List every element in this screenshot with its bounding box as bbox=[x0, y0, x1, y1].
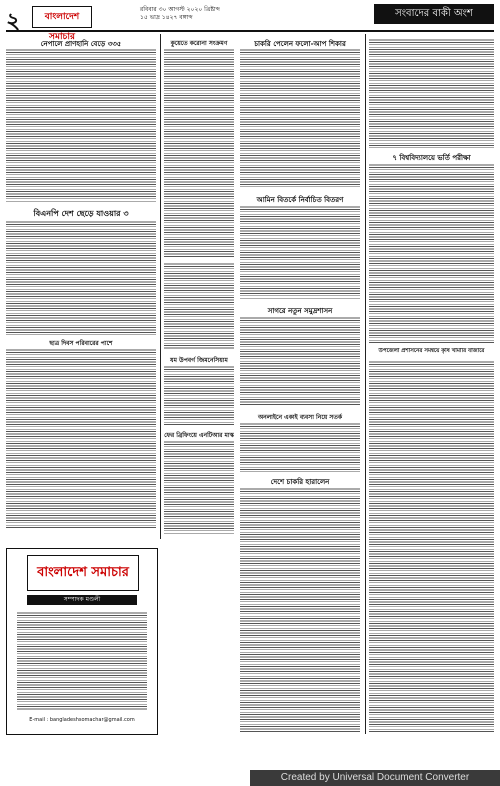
headline: ছাত্র দিবস পরিবারের পাশে bbox=[49, 340, 113, 347]
headline: উপজেলা প্রশাসনের সমন্বয়ে কৃষি খামারি বাজারে bbox=[378, 348, 485, 354]
article-text bbox=[240, 316, 360, 406]
headline: ৭ বিশ্ববিদ্যালয়ে ভর্তি পরীক্ষা bbox=[392, 154, 471, 162]
article-text bbox=[6, 48, 156, 203]
headline: দেশে চাকরি হারালেন bbox=[270, 478, 330, 486]
article-text bbox=[164, 262, 234, 350]
dateline bbox=[140, 6, 220, 22]
headline: সাগরে নতুন সমুদ্রশাসন bbox=[267, 307, 333, 315]
column-rule bbox=[365, 34, 366, 734]
headline: বিএনপি দেশ ছেড়ে যাওয়ার ৩ bbox=[33, 209, 129, 218]
date-bangla: ১৫ ভাদ্র ১৪২৭ বঙ্গাব্দ bbox=[140, 14, 193, 21]
headline: নেপালে প্রাণহানি বেড়ে ৩৩৫ bbox=[40, 40, 122, 48]
page-header bbox=[6, 4, 494, 42]
article-text bbox=[6, 348, 156, 528]
article-text bbox=[240, 48, 360, 188]
email: E-mail : bangladeshsomachar@gmail.com bbox=[29, 717, 135, 723]
article-text bbox=[6, 220, 156, 335]
article-text bbox=[164, 440, 234, 535]
editorial-text bbox=[17, 611, 147, 711]
article-text bbox=[164, 365, 234, 425]
page-number: ২ bbox=[6, 8, 21, 34]
section-label: সংবাদের বাকী অংশ bbox=[374, 4, 494, 24]
headline: অনলাইনে একাই ব্যবসা নিয়ে সতর্ক bbox=[257, 414, 343, 421]
article-text bbox=[240, 487, 360, 732]
article-text bbox=[369, 38, 494, 148]
article-text bbox=[369, 360, 494, 732]
article-text bbox=[164, 48, 234, 258]
article-text bbox=[240, 422, 360, 472]
headline: চাকরি পেলেন ফলো-আপ শিকার bbox=[254, 40, 346, 48]
logo: বাংলাদেশ সমাচার bbox=[32, 6, 92, 28]
masthead-box bbox=[6, 548, 158, 735]
date-gregorian: রবিবার ৩০ আগস্ট ২০২০ খ্রিষ্টাব্দ bbox=[140, 6, 220, 13]
column-rule bbox=[160, 34, 161, 539]
watermark: Created by Universal Document Converter bbox=[250, 770, 500, 786]
masthead-logo: বাংলাদেশ সমাচার bbox=[27, 555, 139, 591]
headline: যম উপবর্গ জিমনেসিয়াম bbox=[170, 357, 228, 364]
article-text bbox=[369, 163, 494, 343]
headline: কুয়েতে করোনা সংক্রমণ bbox=[170, 40, 228, 47]
editorial-label: সম্পাদক মণ্ডলী bbox=[27, 595, 137, 605]
headline: আমিন বিতর্কে নির্বাচিত বিতরণ bbox=[256, 196, 344, 204]
article-text bbox=[240, 205, 360, 300]
headline: ফের ব্রিফিংয়ে এনটিআর মাস্ক bbox=[164, 432, 234, 439]
